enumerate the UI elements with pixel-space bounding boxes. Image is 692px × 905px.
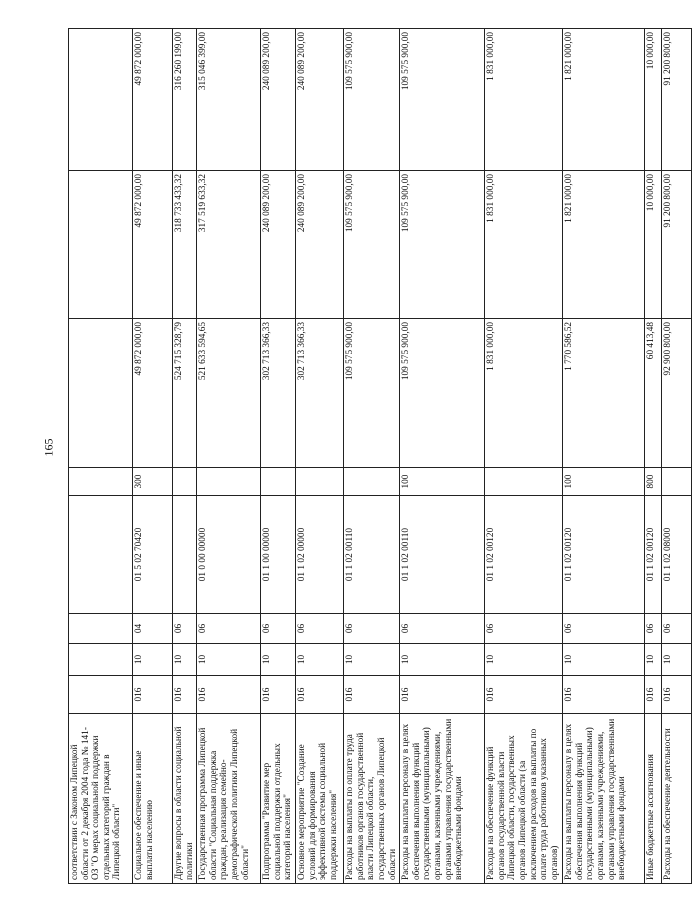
expense-type-cell <box>261 468 296 496</box>
admin-code-cell: 016 <box>485 676 563 714</box>
amount-year3-cell: 109 575 900,00 <box>400 29 485 171</box>
row-name-cell: Расходы на обеспечение деятельности <box>662 714 692 884</box>
subsection-code-cell: 06 <box>197 614 261 644</box>
amount-year2-cell: 109 575 900,00 <box>344 171 400 319</box>
amount-year1-cell: 521 633 594,65 <box>197 319 261 468</box>
expense-type-cell <box>485 468 563 496</box>
table-row <box>197 29 261 884</box>
amount-year1-cell: 302 713 366,33 <box>296 319 344 468</box>
section-code-cell: 10 <box>485 644 563 676</box>
amount-year2-cell: 1 821 000,00 <box>563 171 645 319</box>
row-name-cell: Расходы на обеспечение функций органов государственной власти Липецкой области, государственных органов Липецкой области (за исключением расходов на выплаты по оплате труда работников указанных органов) <box>485 714 563 884</box>
table-row <box>485 29 563 884</box>
admin-code-cell: 016 <box>197 676 261 714</box>
page-number: 165 <box>41 438 56 457</box>
section-code-cell <box>69 644 133 676</box>
target-article-cell: 01 1 02 08000 <box>662 496 692 614</box>
expense-type-cell <box>296 468 344 496</box>
row-name-cell: Расходы на выплаты по оплате труда работников органов государственной власти Липецкой области, государственных органов Липецкой области <box>344 714 400 884</box>
amount-year3-cell: 10 000,00 <box>645 29 662 171</box>
expense-type-cell <box>69 468 133 496</box>
amount-year2-cell: 318 733 433,32 <box>173 171 197 319</box>
section-code-cell: 10 <box>400 644 485 676</box>
budget-table <box>68 28 692 884</box>
amount-year1-cell: 302 713 366,33 <box>261 319 296 468</box>
subsection-code-cell: 06 <box>344 614 400 644</box>
amount-year2-cell <box>69 171 133 319</box>
expense-type-cell <box>344 468 400 496</box>
admin-code-cell: 016 <box>173 676 197 714</box>
amount-year3-cell: 315 046 399,00 <box>197 29 261 171</box>
admin-code-cell: 016 <box>645 676 662 714</box>
amount-year3-cell: 316 260 199,00 <box>173 29 197 171</box>
expense-type-cell: 100 <box>400 468 485 496</box>
amount-year2-cell: 1 831 000,00 <box>485 171 563 319</box>
row-name-cell: Расходы на выплаты персоналу в целях обеспечения выполнения функций государственными (муниципальными) органами, казенными учреждениями, органами управления государственными внебюджетными фондами <box>400 714 485 884</box>
table-row <box>261 29 296 884</box>
amount-year1-cell: 60 413,48 <box>645 319 662 468</box>
subsection-code-cell: 06 <box>173 614 197 644</box>
target-article-cell: 01 1 02 00120 <box>563 496 645 614</box>
row-name-cell: Социальное обеспечение и иные выплаты населению <box>133 714 173 884</box>
section-code-cell: 10 <box>261 644 296 676</box>
admin-code-cell: 016 <box>400 676 485 714</box>
table-row <box>563 29 645 884</box>
expense-type-cell: 300 <box>133 468 173 496</box>
subsection-code-cell: 06 <box>485 614 563 644</box>
table-row <box>296 29 344 884</box>
admin-code-cell: 016 <box>344 676 400 714</box>
table-body <box>69 29 692 884</box>
row-name-cell: Государственная программа Липецкой области "Социальная поддержка граждан, реализация семейно-демографической политики Липецкой области" <box>197 714 261 884</box>
amount-year1-cell: 1 831 000,00 <box>485 319 563 468</box>
amount-year1-cell: 524 715 328,79 <box>173 319 197 468</box>
target-article-cell: 01 0 00 00000 <box>197 496 261 614</box>
amount-year2-cell: 10 000,00 <box>645 171 662 319</box>
row-name-cell: Другие вопросы в области социальной политики <box>173 714 197 884</box>
amount-year1-cell <box>69 319 133 468</box>
table-row <box>344 29 400 884</box>
table-row <box>173 29 197 884</box>
subsection-code-cell: 04 <box>133 614 173 644</box>
section-code-cell: 10 <box>197 644 261 676</box>
row-name-cell: соответствии с Законом Липецкой области от 2 декабря 2004 года № 141-ОЗ "О мерах социальной поддержки отдельных категорий граждан в Липецкой области" <box>69 714 133 884</box>
subsection-code-cell: 06 <box>563 614 645 644</box>
expense-type-cell <box>197 468 261 496</box>
admin-code-cell: 016 <box>261 676 296 714</box>
expense-type-cell <box>173 468 197 496</box>
amount-year3-cell: 1 831 000,00 <box>485 29 563 171</box>
amount-year3-cell: 109 575 900,00 <box>344 29 400 171</box>
target-article-cell <box>173 496 197 614</box>
row-name-cell: Расходы на выплаты персоналу в целях обеспечения выполнения функций государственными (муниципальными) органами, казенными учреждениями, органами управления государственными внебюджетными фондами <box>563 714 645 884</box>
amount-year2-cell: 240 089 200,00 <box>296 171 344 319</box>
target-article-cell: 01 1 00 00000 <box>261 496 296 614</box>
admin-code-cell: 016 <box>133 676 173 714</box>
table-row <box>69 29 133 884</box>
subsection-code-cell: 06 <box>400 614 485 644</box>
target-article-cell: 01 1 02 00110 <box>400 496 485 614</box>
row-name-cell: Основное мероприятие "Создание условий для формирования эффективной системы социальной поддержки населения" <box>296 714 344 884</box>
target-article-cell: 01 1 02 00120 <box>485 496 563 614</box>
target-article-cell: 01 1 02 00120 <box>645 496 662 614</box>
expense-type-cell: 100 <box>563 468 645 496</box>
subsection-code-cell: 06 <box>662 614 692 644</box>
target-article-cell: 01 1 02 00110 <box>344 496 400 614</box>
amount-year2-cell: 109 575 900,00 <box>400 171 485 319</box>
amount-year3-cell: 1 821 000,00 <box>563 29 645 171</box>
amount-year1-cell: 49 872 000,00 <box>133 319 173 468</box>
admin-code-cell: 016 <box>662 676 692 714</box>
section-code-cell: 10 <box>645 644 662 676</box>
target-article-cell <box>69 496 133 614</box>
table-row <box>662 29 692 884</box>
amount-year3-cell <box>69 29 133 171</box>
amount-year2-cell: 240 089 200,00 <box>261 171 296 319</box>
amount-year1-cell: 109 575 900,00 <box>344 319 400 468</box>
target-article-cell: 01 1 02 00000 <box>296 496 344 614</box>
amount-year3-cell: 240 089 200,00 <box>296 29 344 171</box>
table-row <box>133 29 173 884</box>
amount-year2-cell: 49 872 000,00 <box>133 171 173 319</box>
amount-year1-cell: 1 770 586,52 <box>563 319 645 468</box>
section-code-cell: 10 <box>133 644 173 676</box>
section-code-cell: 10 <box>563 644 645 676</box>
amount-year3-cell: 240 089 200,00 <box>261 29 296 171</box>
row-name-cell: Иные бюджетные ассигнования <box>645 714 662 884</box>
amount-year2-cell: 317 519 633,32 <box>197 171 261 319</box>
subsection-code-cell: 06 <box>645 614 662 644</box>
subsection-code-cell <box>69 614 133 644</box>
table-row <box>645 29 662 884</box>
subsection-code-cell: 06 <box>296 614 344 644</box>
expense-type-cell: 800 <box>645 468 662 496</box>
section-code-cell: 10 <box>296 644 344 676</box>
table-row <box>400 29 485 884</box>
row-name-cell: Подпрограмма "Развитие мер социальной поддержки отдельных категорий населения" <box>261 714 296 884</box>
amount-year2-cell: 91 200 800,00 <box>662 171 692 319</box>
section-code-cell: 10 <box>344 644 400 676</box>
rotated-table-container <box>68 29 674 884</box>
section-code-cell: 10 <box>173 644 197 676</box>
admin-code-cell <box>69 676 133 714</box>
target-article-cell: 01 5 02 70420 <box>133 496 173 614</box>
amount-year3-cell: 49 872 000,00 <box>133 29 173 171</box>
expense-type-cell <box>662 468 692 496</box>
admin-code-cell: 016 <box>563 676 645 714</box>
amount-year1-cell: 109 575 900,00 <box>400 319 485 468</box>
admin-code-cell: 016 <box>296 676 344 714</box>
subsection-code-cell: 06 <box>261 614 296 644</box>
amount-year1-cell: 92 900 800,00 <box>662 319 692 468</box>
section-code-cell: 10 <box>662 644 692 676</box>
amount-year3-cell: 91 200 800,00 <box>662 29 692 171</box>
